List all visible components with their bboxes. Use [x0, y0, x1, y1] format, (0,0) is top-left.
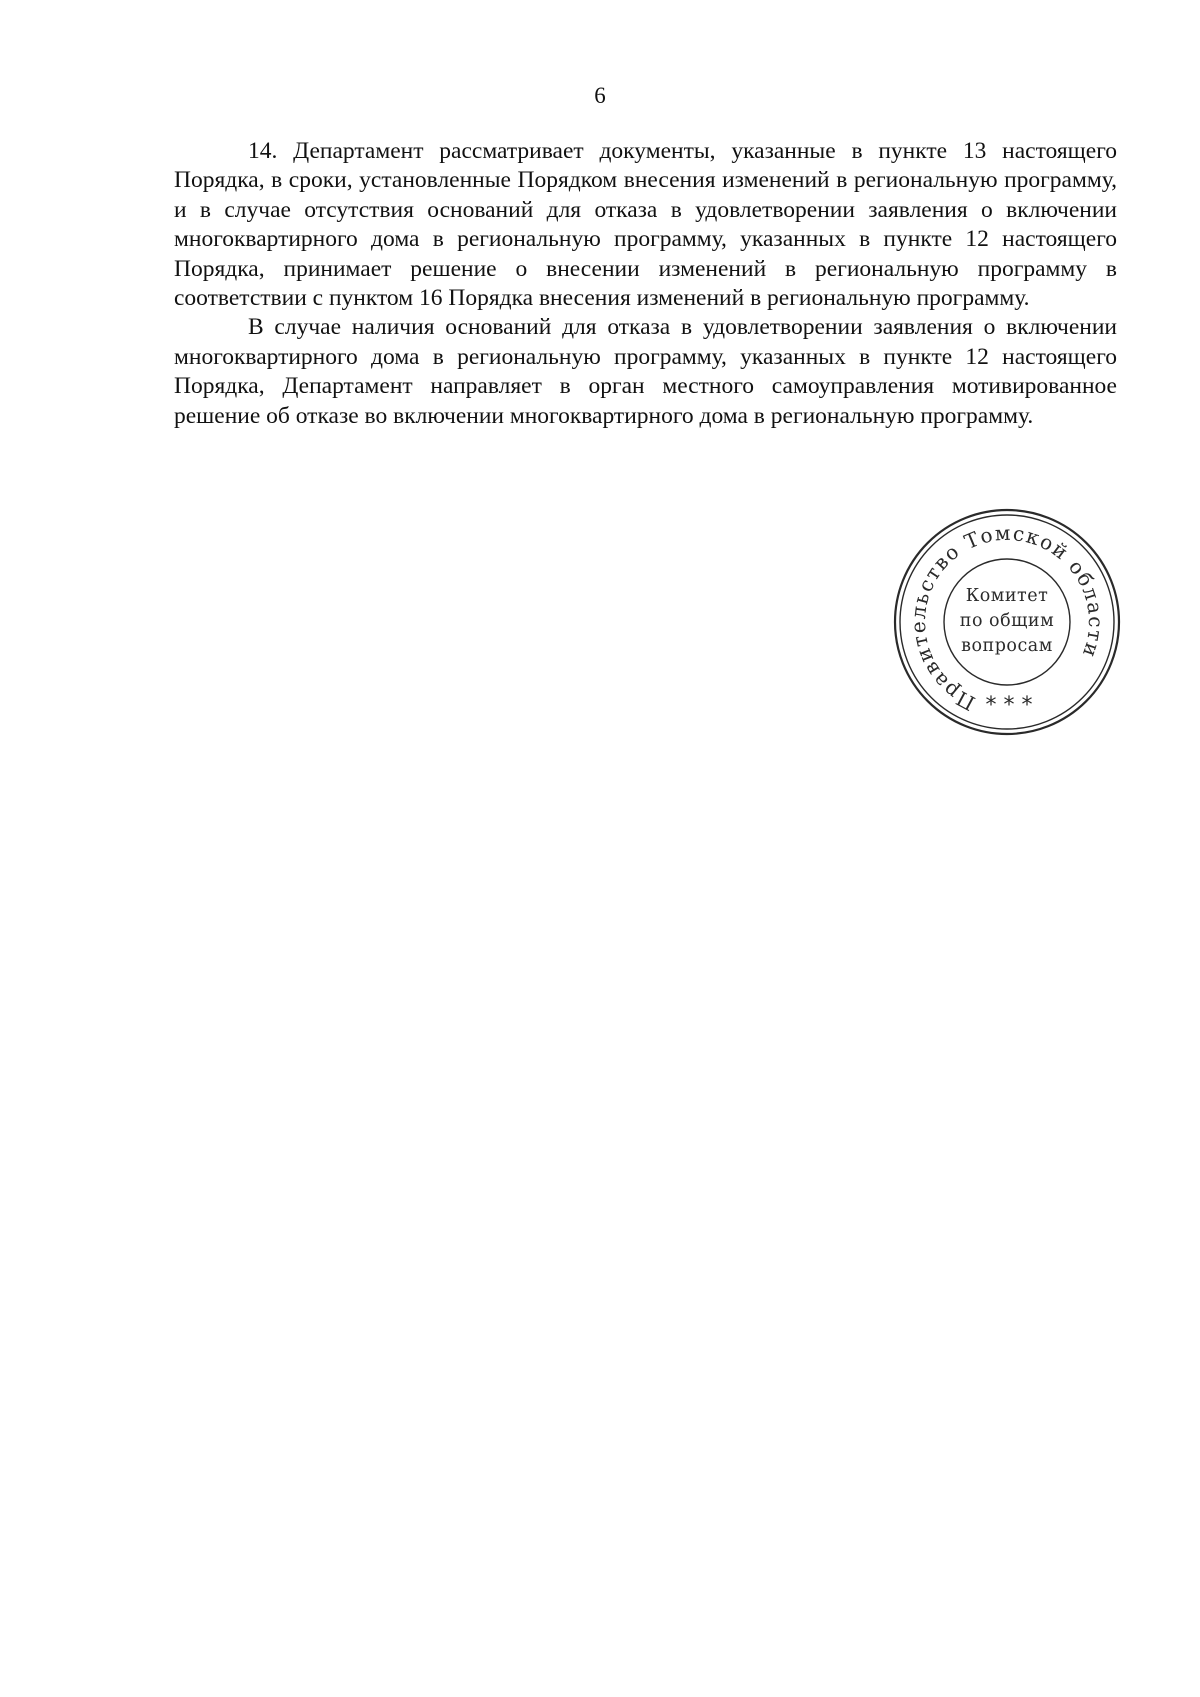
document-body	[174, 137, 1117, 431]
stamp-center-line-1: Комитет	[965, 586, 1049, 606]
stamp-stars: * * *	[985, 693, 1033, 718]
paragraph-14: 14. Департамент рассматривает документы, указанные в пункте 13 настоящего Порядка, в сроки, установленные Порядком внесения изменений в региональную программу, и в случае отсутствия оснований для отказа в удовлетворении заявления о включении многоквартирного дома в региональную программу, указанных в пункте 12 настоящего Порядка, принимает решение о внесении изменений в региональную программу в соответствии с пунктом 16 Порядка внесения изменений в региональную программу.	[174, 138, 1117, 312]
stamp-seal-icon	[893, 508, 1121, 736]
stamp-center-line-2: по общим	[959, 611, 1055, 631]
stamp-center-line-3: вопросам	[961, 636, 1053, 656]
page-number: 6	[594, 83, 606, 108]
paragraph-refusal: В случае наличия оснований для отказа в удовлетворении заявления о включении многоквартирного дома в региональную программу, указанных в пункте 12 настоящего Порядка, Департамент направляет в орган местного самоуправления мотивированное решение об отказе во включении многоквартирного дома в региональную программу.	[174, 314, 1117, 429]
stamp-ring-text: Правительство Томской области	[905, 520, 1109, 716]
official-stamp	[893, 508, 1121, 736]
